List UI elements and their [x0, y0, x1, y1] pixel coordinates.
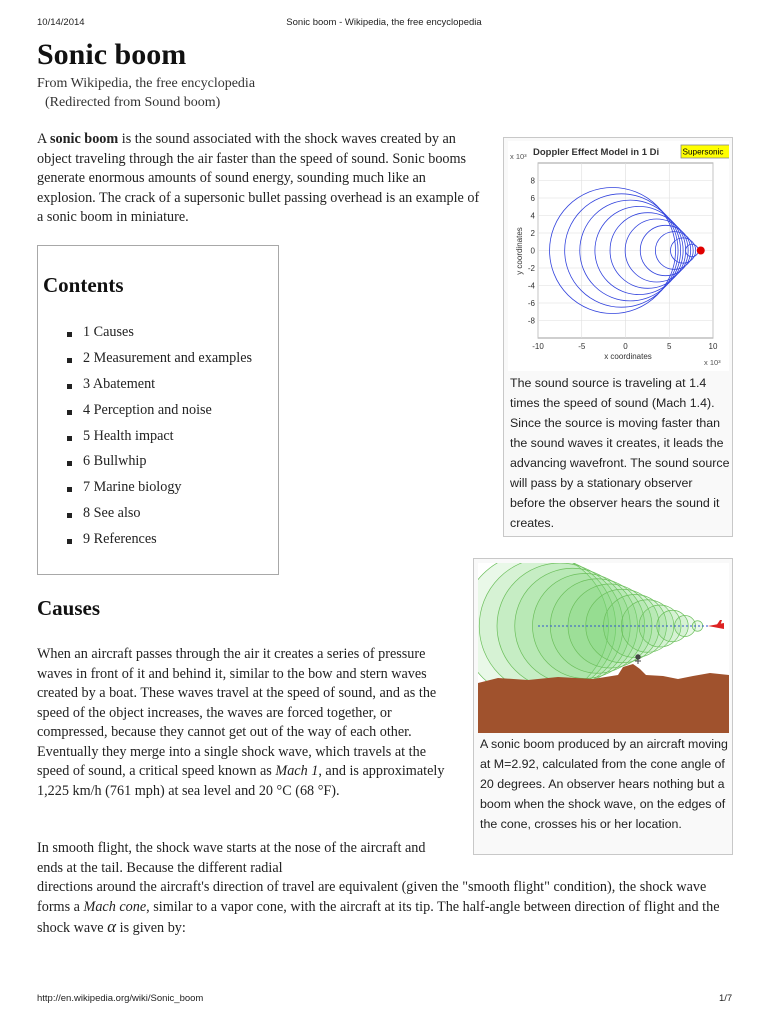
figure-doppler — [503, 137, 733, 537]
plot-title: Doppler Effect Model in 1 Di — [533, 147, 660, 158]
y-axis-label: y coordinates — [515, 227, 524, 275]
supersonic-badge: Supersonic — [682, 147, 724, 157]
toc-item[interactable]: 5 Health impact — [66, 428, 252, 454]
toc-item[interactable]: 8 See also — [66, 505, 252, 531]
toc-item[interactable]: 2 Measurement and examples — [66, 350, 252, 376]
x-tick-label: 5 — [667, 342, 672, 351]
causes-paragraph-2-start: In smooth flight, the shock wave starts at the nose of the aircraft and ends at the tail. Because the different radial — [37, 840, 426, 876]
wavefront-circle — [692, 621, 703, 632]
toc-item[interactable]: 1 Causes — [66, 324, 252, 350]
redirect-note: (Redirected from Sound boom) — [45, 95, 221, 110]
intro-paragraph — [37, 130, 485, 228]
x-tick-label: 10 — [708, 342, 718, 351]
y-tick-label: -8 — [527, 316, 535, 326]
doppler-plot-svg — [508, 141, 729, 371]
figure-mach-cone-caption: A sonic boom produced by an aircraft moving at M=2.92, calculated from the cone angle of 20 degrees. An observer hears nothing but a boom when the shock wave, on the edges of the cone, crosses his or her location. — [480, 737, 728, 831]
causes-p2-text-c: , similar to a vapor cone, with the aircraft at its tip. The half-angle between direction of flight and the shock wave — [37, 898, 720, 936]
header-page-title: Sonic boom - Wikipedia, the free encyclopedia — [286, 17, 482, 28]
header-date: 10/14/2014 — [37, 17, 85, 28]
intro-text: is the sound associated with the shock waves created by an object traveling through the air faster than the speed of sound. Sonic booms generate enormous amounts of sound energy, sounding much like an explosion. The crack of a supersonic bullet passing overhead is an example of a sonic boom in miniature. — [37, 131, 480, 225]
y-tick-label: 4 — [530, 211, 535, 221]
sound-source-point — [697, 247, 705, 255]
x-tick-label: -10 — [532, 342, 544, 351]
page-title: Sonic boom — [37, 38, 187, 71]
y-tick-label: 6 — [530, 194, 535, 203]
y-exponent: x 10³ — [510, 152, 527, 161]
toc-title: Contents — [43, 273, 124, 297]
intro-prefix: A — [37, 131, 51, 147]
mach-1-term: Mach 1 — [275, 763, 319, 779]
y-tick-labels — [528, 177, 536, 326]
footer-url[interactable]: http://en.wikipedia.org/wiki/Sonic_boom — [37, 993, 204, 1004]
toc-list — [66, 324, 252, 557]
y-tick-label: 2 — [530, 229, 535, 238]
page-subtitle: From Wikipedia, the free encyclopedia — [37, 76, 256, 91]
causes-p2-text-b: directions around the aircraft's direction of travel are equivalent (given the "smooth flight" condition), the shock wave forms a — [37, 879, 707, 915]
causes-p1-text-a: When an aircraft passes through the air it creates a series of pressure waves in front of it and behind it, similar to the bow and stern waves created by a boat. These waves travel at the speed of sound, and as the speed of the object increases, the waves are forced together, or compressed, because they cannot get out of the way of each other. Eventually they merge into a single shock wave, which travels at the speed of sound, a critical speed known as — [37, 646, 437, 779]
footer-page-number: 1/7 — [719, 993, 733, 1004]
mach-cone-illustration — [478, 563, 729, 733]
section-heading-causes: Causes — [37, 596, 101, 620]
causes-paragraph-1 — [37, 645, 449, 801]
x-axis-label: x coordinates — [604, 352, 652, 361]
mach-cone-svg — [478, 563, 729, 733]
y-tick-label: 8 — [530, 176, 535, 186]
causes-p2-text-d: is given by: — [116, 920, 186, 936]
x-tick-labels — [532, 342, 718, 351]
alpha-symbol: α — [107, 917, 117, 936]
toc-item[interactable]: 7 Marine biology — [66, 479, 252, 505]
causes-paragraph-2-cont — [37, 878, 737, 939]
causes-p1-text-b: , and is approximately 1,225 km/h (761 mph) at sea level and 20 °C (68 °F). — [37, 763, 445, 799]
toc-item[interactable]: 3 Abatement — [66, 376, 252, 402]
aircraft-icon — [708, 620, 724, 629]
toc-item[interactable]: 6 Bullwhip — [66, 453, 252, 479]
table-of-contents — [37, 245, 279, 575]
toc-item[interactable]: 9 References — [66, 531, 252, 557]
x-tick-label: 0 — [623, 342, 628, 351]
y-tick-label: -6 — [527, 299, 535, 308]
x-tick-label: -5 — [578, 342, 586, 351]
doppler-plot — [508, 141, 729, 371]
mach-cone-term: Mach cone — [83, 898, 147, 915]
intro-bold-term: sonic boom — [50, 131, 119, 147]
toc-item[interactable]: 4 Perception and noise — [66, 402, 252, 428]
x-exponent: x 10³ — [704, 358, 721, 367]
figure-mach-cone — [473, 558, 733, 855]
y-tick-label: -2 — [527, 264, 535, 273]
figure-doppler-caption: The sound source is traveling at 1.4 times the speed of sound (Mach 1.4). Since the source is moving faster than the sound waves it creates, it leads the advancing wavefront. The sound source will pass by a stationary observer before the observer hears the sound it creates. — [510, 376, 730, 530]
y-tick-label: 0 — [530, 246, 535, 256]
y-tick-label: -4 — [527, 281, 535, 291]
